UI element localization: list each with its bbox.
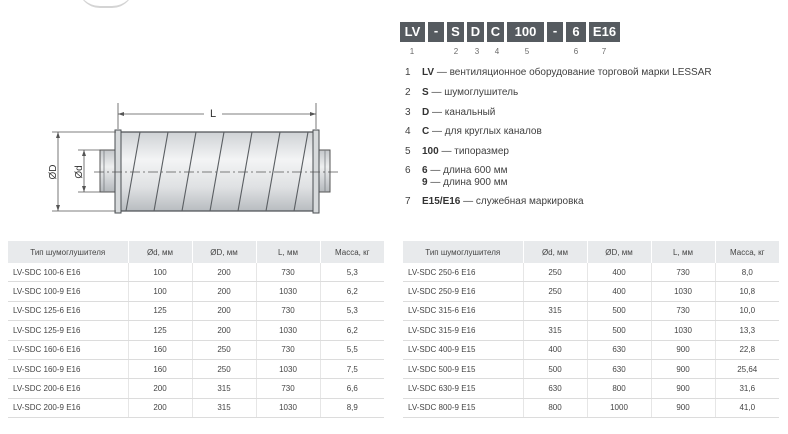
cell-type: LV-SDC 315-9 E16 bbox=[403, 321, 523, 340]
cell-value: 250 bbox=[192, 340, 256, 359]
dimension-outer-d-label: ØD bbox=[48, 164, 59, 180]
cell-value: 8,0 bbox=[715, 263, 779, 282]
cell-value: 200 bbox=[128, 398, 192, 417]
cell-type: LV-SDC 200-9 E16 bbox=[8, 398, 128, 417]
table-row bbox=[8, 282, 384, 301]
cell-value: 100 bbox=[128, 263, 192, 282]
cell-value: 200 bbox=[192, 282, 256, 301]
cell-type: LV-SDC 100-6 E16 bbox=[8, 263, 128, 282]
silencer-drawing bbox=[0, 95, 345, 225]
code-separator: - bbox=[428, 22, 444, 42]
cell-value: 10,0 bbox=[715, 301, 779, 320]
header-outer-d: ØD, мм bbox=[587, 241, 651, 263]
header-length: L, мм bbox=[651, 241, 715, 263]
cell-value: 800 bbox=[523, 398, 587, 417]
cell-value: 7,5 bbox=[320, 359, 384, 378]
cell-value: 900 bbox=[651, 379, 715, 398]
dimension-l-label: L bbox=[209, 108, 217, 120]
cell-value: 400 bbox=[587, 282, 651, 301]
table-row bbox=[403, 301, 779, 320]
cell-value: 200 bbox=[192, 263, 256, 282]
table-row bbox=[8, 263, 384, 282]
cell-value: 630 bbox=[523, 379, 587, 398]
cell-value: 25,64 bbox=[715, 359, 779, 378]
cell-value: 630 bbox=[587, 340, 651, 359]
cell-value: 160 bbox=[128, 340, 192, 359]
cell-value: 315 bbox=[192, 398, 256, 417]
cell-value: 10,8 bbox=[715, 282, 779, 301]
cell-value: 160 bbox=[128, 359, 192, 378]
cell-value: 500 bbox=[587, 321, 651, 340]
cell-type: LV-SDC 160-9 E16 bbox=[8, 359, 128, 378]
header-outer-d: ØD, мм bbox=[192, 241, 256, 263]
code-separator: - bbox=[547, 22, 563, 42]
cell-value: 1030 bbox=[256, 282, 320, 301]
cell-type: LV-SDC 200-6 E16 bbox=[8, 379, 128, 398]
cell-value: 730 bbox=[256, 301, 320, 320]
code-segment-c: C bbox=[487, 22, 504, 42]
cell-value: 1030 bbox=[651, 282, 715, 301]
cell-value: 315 bbox=[523, 301, 587, 320]
cell-value: 730 bbox=[651, 263, 715, 282]
cell-type: LV-SDC 315-6 E16 bbox=[403, 301, 523, 320]
cell-value: 730 bbox=[256, 263, 320, 282]
cell-value: 900 bbox=[651, 359, 715, 378]
table-row bbox=[8, 321, 384, 340]
specs-table-right bbox=[403, 241, 779, 418]
table-row bbox=[403, 379, 779, 398]
cell-value: 730 bbox=[256, 379, 320, 398]
cell-value: 1030 bbox=[256, 359, 320, 378]
code-segment-lv: LV bbox=[400, 22, 425, 42]
code-segment-d: D bbox=[467, 22, 484, 42]
cell-value: 730 bbox=[256, 340, 320, 359]
cell-value: 125 bbox=[128, 301, 192, 320]
cell-value: 200 bbox=[128, 379, 192, 398]
cell-type: LV-SDC 500-9 E15 bbox=[403, 359, 523, 378]
cell-value: 6,2 bbox=[320, 321, 384, 340]
table-header-row bbox=[8, 241, 384, 263]
cell-value: 41,0 bbox=[715, 398, 779, 417]
table-row bbox=[8, 340, 384, 359]
header-mass: Масса, кг bbox=[320, 241, 384, 263]
cell-value: 31,6 bbox=[715, 379, 779, 398]
cell-value: 5,3 bbox=[320, 263, 384, 282]
header-length: L, мм bbox=[256, 241, 320, 263]
cell-value: 5,3 bbox=[320, 301, 384, 320]
cell-value: 500 bbox=[523, 359, 587, 378]
cell-value: 400 bbox=[523, 340, 587, 359]
header-inner-d: Ød, мм bbox=[523, 241, 587, 263]
cell-value: 315 bbox=[192, 379, 256, 398]
cell-value: 250 bbox=[523, 263, 587, 282]
table-row bbox=[403, 359, 779, 378]
decorative-arc bbox=[78, 0, 134, 8]
cell-type: LV-SDC 800-9 E15 bbox=[403, 398, 523, 417]
table-row bbox=[8, 398, 384, 417]
header-type: Тип шумоглушителя bbox=[403, 241, 523, 263]
cell-type: LV-SDC 125-6 E16 bbox=[8, 301, 128, 320]
cell-value: 13,3 bbox=[715, 321, 779, 340]
cell-type: LV-SDC 100-9 E16 bbox=[8, 282, 128, 301]
cell-value: 250 bbox=[523, 282, 587, 301]
cell-value: 22,8 bbox=[715, 340, 779, 359]
table-row bbox=[8, 301, 384, 320]
cell-value: 8,9 bbox=[320, 398, 384, 417]
cell-value: 125 bbox=[128, 321, 192, 340]
table-row bbox=[8, 379, 384, 398]
cell-type: LV-SDC 125-9 E16 bbox=[8, 321, 128, 340]
cell-type: LV-SDC 160-6 E16 bbox=[8, 340, 128, 359]
table-row bbox=[403, 263, 779, 282]
header-type: Тип шумоглушителя bbox=[8, 241, 128, 263]
cell-value: 5,5 bbox=[320, 340, 384, 359]
code-segment-s: S bbox=[447, 22, 464, 42]
table-row bbox=[403, 282, 779, 301]
table-header-row bbox=[403, 241, 779, 263]
header-mass: Масса, кг bbox=[715, 241, 779, 263]
cell-value: 900 bbox=[651, 398, 715, 417]
header-inner-d: Ød, мм bbox=[128, 241, 192, 263]
cell-value: 6,2 bbox=[320, 282, 384, 301]
cell-value: 1030 bbox=[651, 321, 715, 340]
cell-value: 315 bbox=[523, 321, 587, 340]
cell-value: 900 bbox=[651, 340, 715, 359]
cell-type: LV-SDC 400-9 E15 bbox=[403, 340, 523, 359]
cell-value: 200 bbox=[192, 321, 256, 340]
dimension-l bbox=[118, 103, 316, 129]
cell-value: 200 bbox=[192, 301, 256, 320]
cell-value: 6,6 bbox=[320, 379, 384, 398]
cell-type: LV-SDC 250-6 E16 bbox=[403, 263, 523, 282]
code-segment-size: 100 bbox=[507, 22, 544, 42]
cell-value: 1000 bbox=[587, 398, 651, 417]
cell-value: 1030 bbox=[256, 398, 320, 417]
table-row bbox=[403, 398, 779, 417]
cell-value: 630 bbox=[587, 359, 651, 378]
cell-value: 800 bbox=[587, 379, 651, 398]
cell-value: 100 bbox=[128, 282, 192, 301]
cell-type: LV-SDC 630-9 E15 bbox=[403, 379, 523, 398]
table-row bbox=[403, 321, 779, 340]
code-segment-length: 6 bbox=[566, 22, 586, 42]
table-row bbox=[8, 359, 384, 378]
cell-value: 730 bbox=[651, 301, 715, 320]
cell-value: 250 bbox=[192, 359, 256, 378]
cell-type: LV-SDC 250-9 E16 bbox=[403, 282, 523, 301]
cell-value: 500 bbox=[587, 301, 651, 320]
cell-value: 400 bbox=[587, 263, 651, 282]
code-segment-marking: E16 bbox=[589, 22, 620, 42]
specs-table-left bbox=[8, 241, 384, 418]
table-row bbox=[403, 340, 779, 359]
dimension-inner-d-label: Ød bbox=[74, 165, 85, 179]
cell-value: 1030 bbox=[256, 321, 320, 340]
